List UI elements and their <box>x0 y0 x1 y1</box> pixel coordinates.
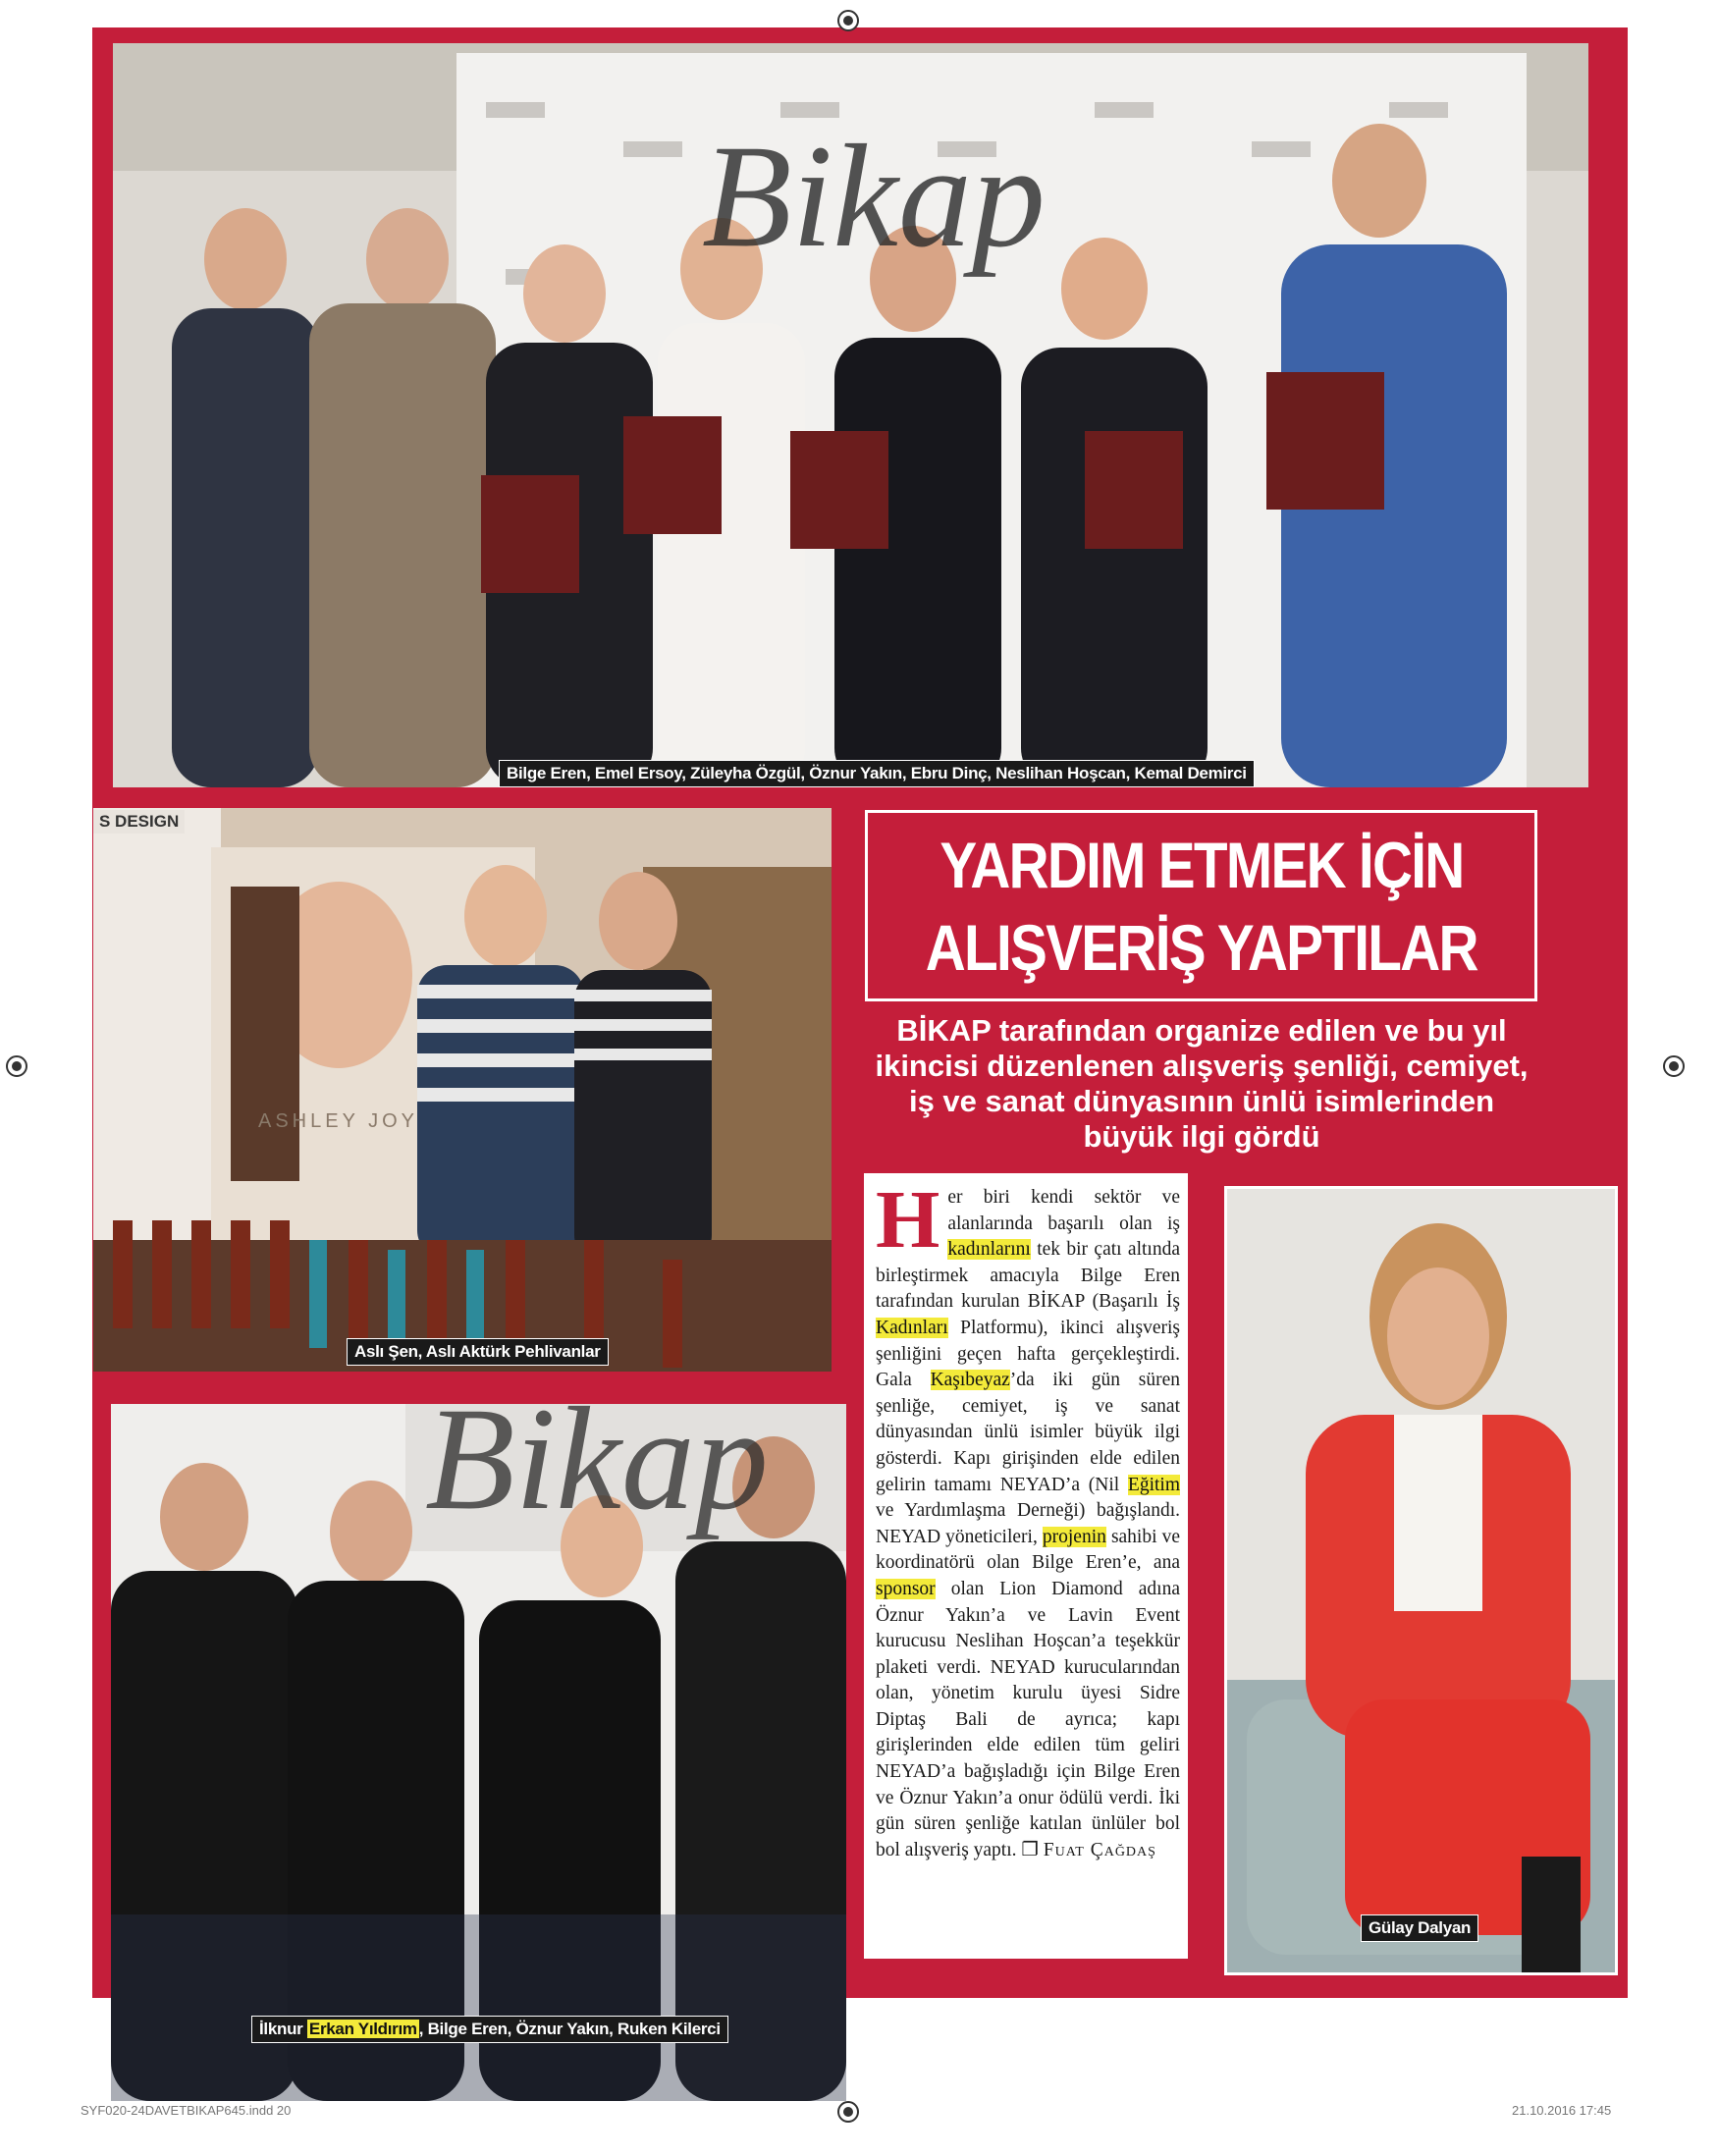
top-group-photo <box>113 43 1588 787</box>
booth-sign-text: S DESIGN <box>93 810 185 834</box>
backdrop-logo-text-bottom: Bikap <box>425 1404 769 1540</box>
bottom-caption-highlight: Erkan Yıldırım <box>308 2020 417 2038</box>
registration-mark-left <box>6 1055 27 1077</box>
byline-mark: ❐ <box>1021 1839 1044 1860</box>
article-body <box>876 1174 1180 1863</box>
highlighted-word: projenin <box>1042 1526 1106 1547</box>
highlighted-word: Kaşıbeyaz <box>930 1370 1010 1391</box>
bottom-photo-caption <box>251 2016 728 2043</box>
portrait-photo <box>1224 1186 1618 1975</box>
article-text-segment: er biri kendi sektör ve alanlarında başarılı olan iş <box>947 1187 1180 1234</box>
bottom-caption-pre: İlknur <box>259 2020 307 2038</box>
article-text-segment: Platformu), ikinci alışveriş şenliğini geçen hafta gerçekleştirdi. Gala <box>876 1317 1180 1391</box>
bottom-group-photo <box>111 1404 846 2101</box>
headline-line-2: ALIŞVERİŞ YAPTILAR <box>925 910 1477 984</box>
registration-mark-right <box>1663 1055 1685 1077</box>
middle-booth-photo <box>93 808 832 1372</box>
article-text-segment: ’da iki gün süren şenliğe, cemiyet, iş ve sanat dünyasından ünlü isimler büyük ilgi gösterdi. Kapı girişinden elde edilen gelirin tamamı NEYAD’a (Nil <box>876 1370 1180 1495</box>
highlighted-word: kadınlarını <box>947 1239 1031 1261</box>
headline-box <box>865 810 1537 1001</box>
article-text-segment: sahibi ve koordinatörü olan Bilge Eren’e, ana <box>876 1526 1180 1574</box>
print-file-info: SYF020-24DAVETBIKAP645.indd 20 <box>81 2103 292 2118</box>
registration-mark-bottom <box>837 2101 859 2123</box>
bottom-caption-post: , Bilge Eren, Öznur Yakın, Ruken Kilerci <box>418 2020 721 2038</box>
highlighted-word: Kadınları <box>876 1317 948 1338</box>
print-datetime: 21.10.2016 17:45 <box>1512 2103 1612 2118</box>
article-text-segment: olan Lion Diamond adına Öznur Yakın’a ve Lavin Event kurucusu Neslihan Hoşcan’a teşekkür plaketi verdi. NEYAD kurucularından olan, yönetim kurulu üyesi Sidre Diptaş Bali de ayrıca; kapı girişlerinden elde edilen tüm geliri NEYAD’a bağışladığı için Bilge Eren ve Öznur Yakın’a onur ödülü verdi. İki gün süren şenliğe katılan ünlüler bol bol alışveriş yaptı. <box>876 1578 1180 1860</box>
backdrop-logo-text: Bikap <box>702 115 1046 278</box>
poster-brand-text: ASHLEY JOY <box>258 1110 419 1132</box>
article-column <box>864 1173 1188 1959</box>
article-text-segment: ve Yardımlaşma Derneği) bağışlandı. NEYAD yöneticileri, <box>876 1500 1180 1547</box>
byline: Fuat Çağdaş <box>1043 1839 1156 1860</box>
top-photo-caption: Bilge Eren, Emel Ersoy, Züleyha Özgül, Öznur Yakın, Ebru Dinç, Neslihan Hoşcan, Kemal Demirci <box>499 760 1255 787</box>
drop-cap: H <box>876 1174 940 1266</box>
article-text-segment: tek bir çatı altında birleştirmek amacıyla Bilge Eren tarafından kurulan BİKAP (Başarılı İş <box>876 1239 1180 1313</box>
middle-photo-caption: Aslı Şen, Aslı Aktürk Pehlivanlar <box>347 1338 609 1366</box>
registration-mark-top <box>837 10 859 31</box>
portrait-caption: Gülay Dalyan <box>1361 1914 1478 1942</box>
highlighted-word: Eğitim <box>1127 1474 1180 1495</box>
subheadline: BİKAP tarafından organize edilen ve bu yıl ikincisi düzenlenen alışveriş şenliği, cemiyet, iş ve sanat dünyasının ünlü isimlerinden büyük ilgi gördü <box>875 1013 1529 1154</box>
highlighted-word: sponsor <box>876 1578 936 1599</box>
headline-line-1: YARDIM ETMEK İÇİN <box>939 828 1464 901</box>
